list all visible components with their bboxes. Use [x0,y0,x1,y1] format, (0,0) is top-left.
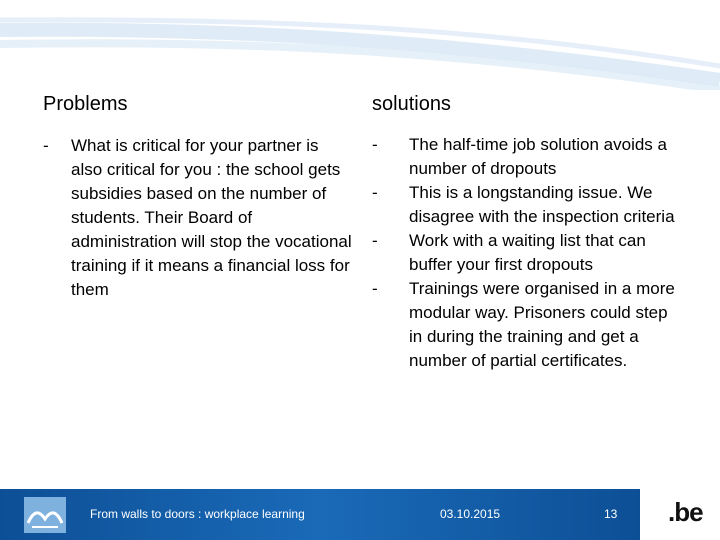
solution-item [372,181,682,229]
solution-item [372,277,682,373]
solution-item [372,229,682,277]
footer-date: 03.10.2015 [440,507,501,521]
problem-item [43,134,353,302]
solution-item [372,133,682,181]
institution-logo-icon [24,497,66,533]
problems-heading: Problems [43,93,128,115]
footer-bar [0,489,640,540]
solution-item-text: This is a longstanding issue. We disagree with the inspection criteria [409,183,675,226]
solutions-column [372,93,682,373]
solution-item-text: Trainings were organised in a more modular way. Prisoners could step in during the training and get a number of partial certificates. [409,279,675,370]
bullet-dash: - [372,231,378,250]
footer [0,489,720,540]
footer-title: From walls to doors : workplace learning [90,507,305,521]
page-number: 13 [604,507,618,521]
bullet-dash: - [43,136,49,155]
problems-column [43,93,353,302]
header-swoosh-decoration [0,0,720,90]
solution-item-text: The half-time job solution avoids a number of dropouts [409,135,667,178]
be-logo: .be [668,497,703,527]
bullet-dash: - [372,135,378,154]
solutions-list [372,133,682,373]
solution-item-text: Work with a waiting list that can buffer your first dropouts [409,231,646,274]
problem-item-text: What is critical for your partner is also critical for you : the school gets subsidies based on the number of students. Their Board of administration will stop the vocational training if it means a financial loss for them [71,136,352,299]
bullet-dash: - [372,279,378,298]
bullet-dash: - [372,183,378,202]
solutions-heading: solutions [372,93,451,115]
problems-list [43,134,353,302]
